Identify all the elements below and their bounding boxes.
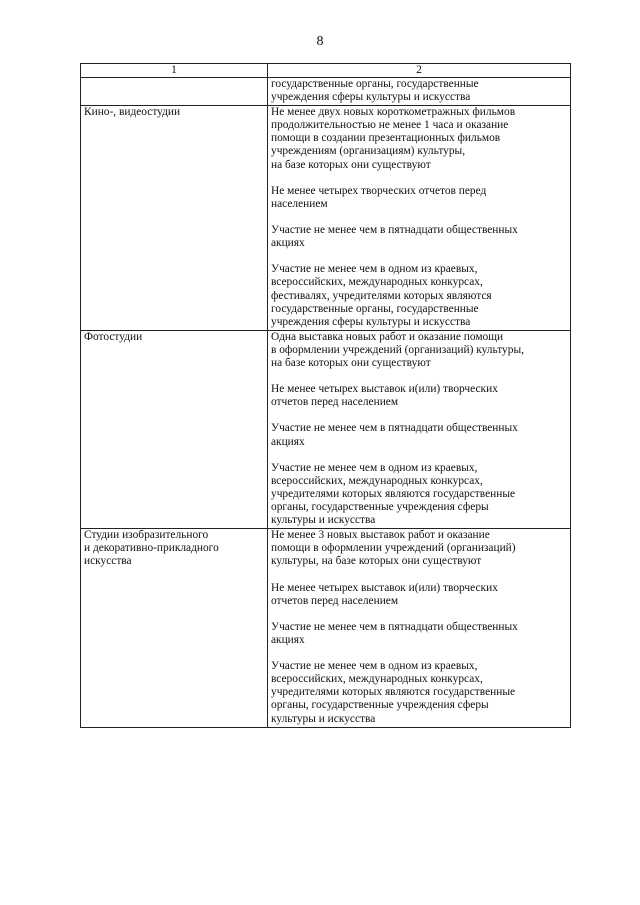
text-line: помощи в оформлении учреждений (организаций) xyxy=(271,542,516,555)
text-line: Участие не менее чем в одном из краевых, xyxy=(271,461,478,474)
column-header-1: 1 xyxy=(81,64,268,78)
text-line: Одна выставка новых работ и оказание помощи xyxy=(271,330,504,343)
studio-name-line: Фотостудии xyxy=(84,330,143,343)
requirements-table xyxy=(80,63,571,728)
text-line: в оформлении учреждений (организаций) культуры, xyxy=(271,343,524,356)
text-line: культуры и искусства xyxy=(271,514,376,527)
studio-name-cell xyxy=(81,529,268,727)
requirements-cell xyxy=(268,106,571,331)
text-line: учреждения сферы культуры и искусства xyxy=(271,91,471,104)
text-line: государственные органы, государственные xyxy=(271,78,479,90)
text-line: Участие не менее чем в одном из краевых, xyxy=(271,660,478,673)
requirement-paragraph xyxy=(271,462,568,527)
text-line: органы, государственные учреждения сферы xyxy=(271,699,489,712)
requirement-paragraph xyxy=(271,422,568,448)
text-line: культуры, на базе которых они существуют xyxy=(271,555,482,568)
requirement-paragraph xyxy=(271,263,568,328)
text-line: акциях xyxy=(271,237,305,250)
table-row xyxy=(81,330,571,528)
continuation-text-cell xyxy=(268,78,571,106)
text-line: отчетов перед населением xyxy=(271,396,399,409)
page-number: 8 xyxy=(316,34,324,49)
text-line: Не менее четырех выставок и(или) творческих xyxy=(271,383,498,396)
text-line: учредителями которых являются государственные xyxy=(271,686,516,699)
continuation-row xyxy=(81,78,571,106)
text-line: Участие не менее чем в пятнадцати общественных xyxy=(271,620,518,633)
studio-name-line: искусства xyxy=(84,555,132,568)
requirement-paragraph xyxy=(271,185,568,211)
text-line: всероссийских, международных конкурсах, xyxy=(271,276,483,289)
table-row xyxy=(81,529,571,727)
text-line: Участие не менее чем в пятнадцати общественных xyxy=(271,224,518,237)
text-line: Участие не менее чем в пятнадцати общественных xyxy=(271,422,518,435)
text-line: органы, государственные учреждения сферы xyxy=(271,501,489,513)
text-line: фестивалях, учредителями которых являются xyxy=(271,289,492,302)
text-line: культуры и искусства xyxy=(271,712,376,725)
studio-name-line: Кино-, видеостудии xyxy=(84,106,181,119)
requirement-paragraph xyxy=(271,331,568,370)
text-line: всероссийских, международных конкурсах, xyxy=(271,474,483,487)
requirement-paragraph xyxy=(271,106,568,171)
requirement-paragraph xyxy=(271,621,568,647)
studio-name-cell xyxy=(81,106,268,331)
text-line: Не менее четырех выставок и(или) творческих xyxy=(271,581,498,594)
text-line: отчетов перед населением xyxy=(271,594,399,607)
requirement-paragraph xyxy=(271,529,568,568)
requirement-paragraph xyxy=(271,383,568,409)
requirement-paragraph xyxy=(271,224,568,250)
column-header-2: 2 xyxy=(268,64,571,78)
text-line: Участие не менее чем в одном из краевых, xyxy=(271,263,478,276)
text-line: акциях xyxy=(271,633,305,646)
text-line: акциях xyxy=(271,435,305,448)
requirements-cell xyxy=(268,529,571,727)
text-line: Не менее четырех творческих отчетов перед xyxy=(271,184,487,197)
requirement-paragraph xyxy=(271,582,568,608)
text-line: учреждениям (организациям) культуры, xyxy=(271,145,466,158)
requirement-paragraph xyxy=(271,660,568,725)
requirements-cell xyxy=(268,330,571,528)
text-line: на базе которых они существуют xyxy=(271,356,431,369)
text-line: помощи в создании презентационных фильмов xyxy=(271,132,501,145)
text-line: Не менее 3 новых выставок работ и оказание xyxy=(271,529,490,542)
text-line: учредителями которых являются государственные xyxy=(271,487,516,500)
table-header-row xyxy=(81,64,571,78)
text-line: государственные органы, государственные xyxy=(271,302,479,315)
studio-name-line: и декоративно-прикладного xyxy=(84,542,219,555)
text-line: на базе которых они существуют xyxy=(271,158,431,171)
text-line: учреждения сферы культуры и искусства xyxy=(271,315,471,328)
text-line: всероссийских, международных конкурсах, xyxy=(271,673,483,686)
text-line: продолжительностью не менее 1 часа и оказание xyxy=(271,119,509,132)
table-row xyxy=(81,106,571,331)
text-line: Не менее двух новых короткометражных фильмов xyxy=(271,106,516,119)
continuation-name-cell xyxy=(81,78,268,106)
text-line: населением xyxy=(271,197,328,210)
studio-name-line: Студии изобразительного xyxy=(84,529,209,542)
studio-name-cell xyxy=(81,330,268,528)
